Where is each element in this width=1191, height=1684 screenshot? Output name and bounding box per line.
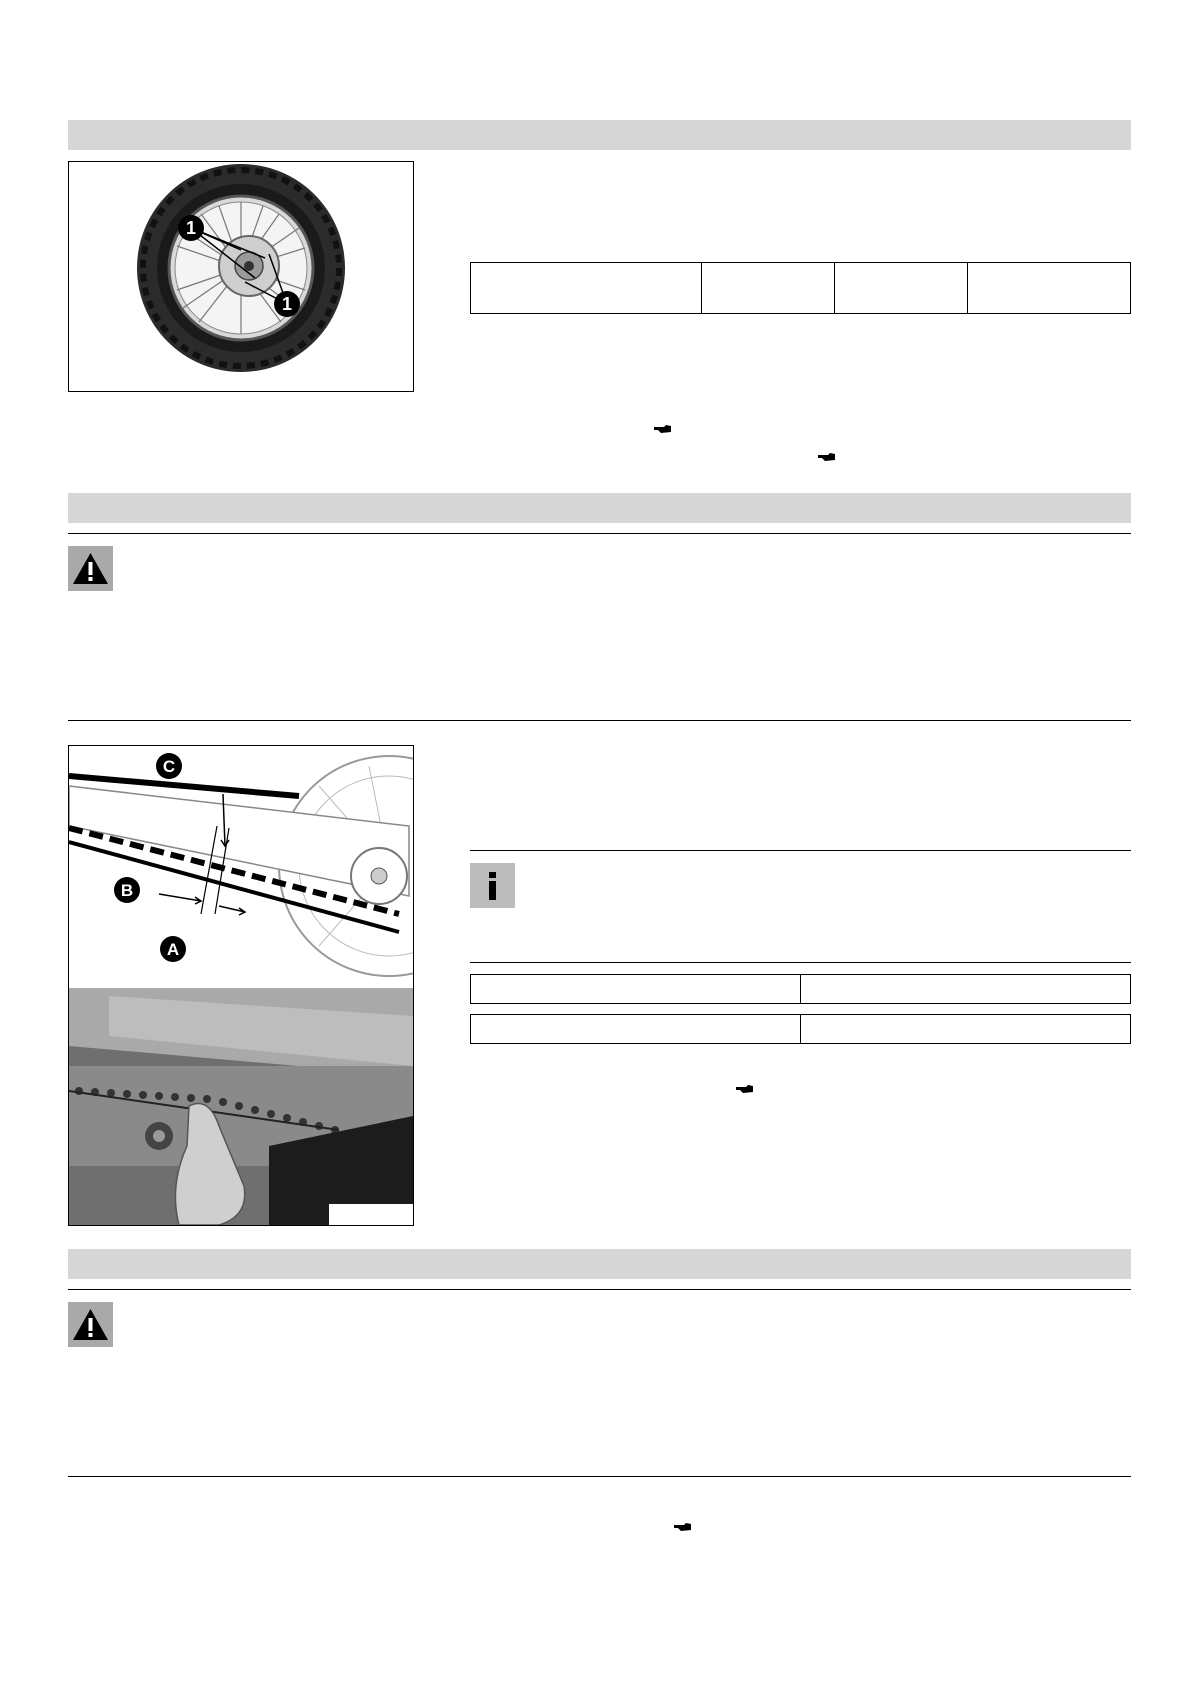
chain-spec-table-1 [470,974,1131,1004]
warning-rule-top [68,533,1131,534]
hand-pointer-icon [654,424,672,434]
table-row [471,1015,1131,1044]
callout-1-bottom [274,291,300,317]
svg-text:1: 1 [281,294,293,314]
chain-tension-illustration [69,746,413,1225]
figure-rear-wheel [68,161,414,392]
table-cell [471,263,702,314]
svg-text:B: B [120,881,134,900]
warning-triangle-icon [68,546,113,591]
table-cell [702,263,835,314]
table-cell [471,975,801,1004]
table-cell [835,263,968,314]
svg-text:C: C [162,757,176,776]
rear-wheel-illustration [69,162,413,391]
chain-spec-table-2 [470,1014,1131,1044]
hand-pointer-icon [818,452,836,462]
section-header-bar-2 [68,493,1131,523]
table-row [471,263,1131,314]
warning-triangle-icon [68,1302,113,1347]
figure-chain-tension [68,745,414,1226]
warning-rule-bottom [68,720,1131,721]
info-icon [470,863,515,908]
warning-rule-bottom-2 [68,1476,1131,1477]
table-cell [471,1015,801,1044]
svg-text:A: A [166,940,180,959]
spoke-torque-table [470,262,1131,314]
warning-rule-top-2 [68,1289,1131,1290]
section-header-bar-1 [68,120,1131,150]
table-row [471,975,1131,1004]
hand-pointer-icon [736,1084,754,1094]
callout-a [160,936,186,962]
table-cell [801,1015,1131,1044]
table-cell [968,263,1131,314]
callout-c [156,753,182,779]
hand-pointer-icon [674,1522,692,1532]
callout-b [114,877,140,903]
table-cell [801,975,1131,1004]
note-rule-top [470,850,1131,851]
note-rule-bottom [470,962,1131,963]
section-header-bar-3 [68,1249,1131,1279]
callout-1-top [178,215,204,241]
svg-text:1: 1 [185,218,197,238]
